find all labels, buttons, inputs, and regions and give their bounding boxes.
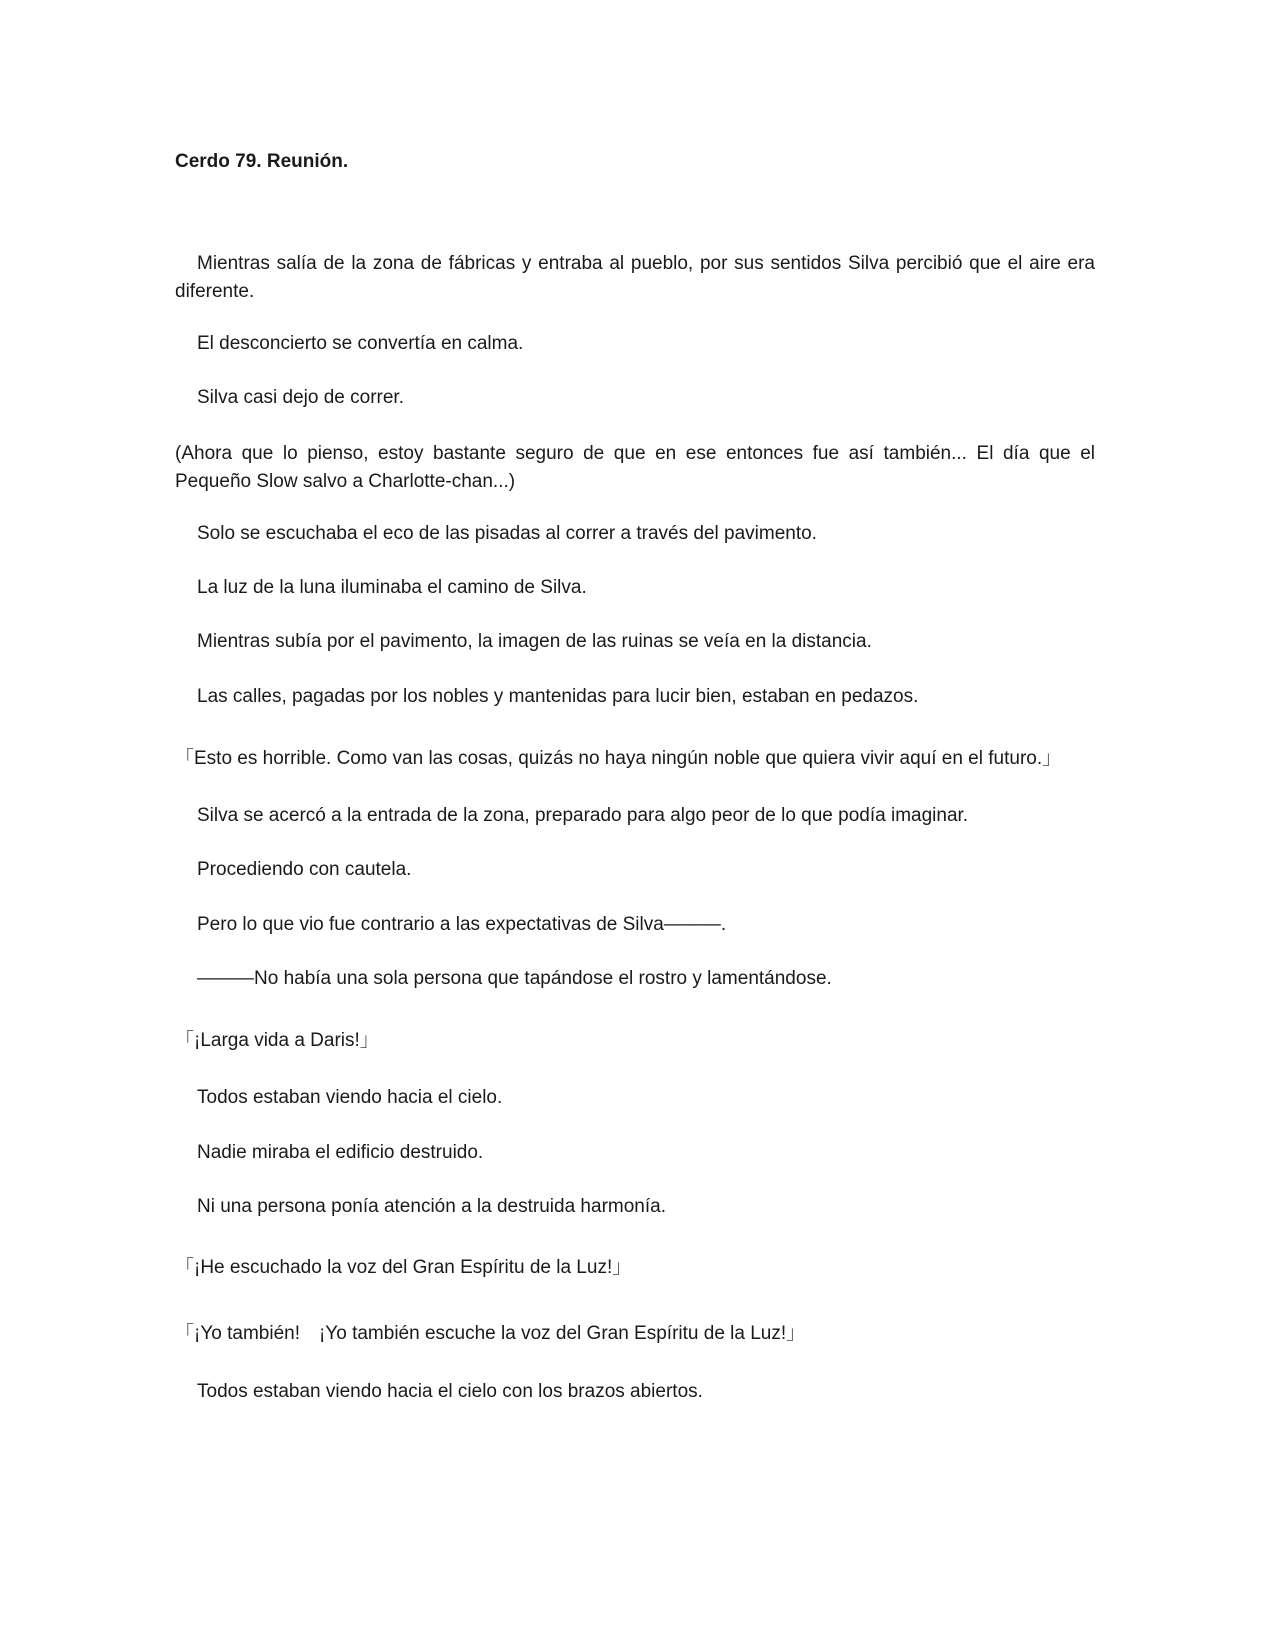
paragraph: Ni una persona ponía atención a la destruida harmonía. [197,1196,666,1217]
dialogue-line: 「¡Yo también! ¡Yo también escuche la voz del Gran Espíritu de la Luz!」 [175,1323,806,1344]
paragraph: Nadie miraba el edificio destruido. [197,1142,484,1163]
paragraph: Todos estaban viendo hacia el cielo. [197,1087,503,1108]
paragraph: Las calles, pagadas por los nobles y mantenidas para lucir bien, estaban en pedazos. [197,686,919,707]
paragraph: Procediendo con cautela. [197,859,412,880]
dialogue-line: 「Esto es horrible. Como van las cosas, quizás no haya ningún noble que quiera vivir aquí en el futuro.」 [175,748,1062,769]
chapter-title: Cerdo 79. Reunión. [175,151,349,172]
thought-paragraph: (Ahora que lo pienso, estoy bastante seguro de que en ese entonces fue así también... El día que el Pequeño Slow salvo a Charlotte-chan...) [175,443,1095,492]
paragraph: Pero lo que vio fue contrario a las expectativas de Silva———. [197,914,727,935]
paragraph: Solo se escuchaba el eco de las pisadas al correr a través del pavimento. [197,523,817,544]
paragraph: ———No había una sola persona que tapándose el rostro y lamentándose. [197,968,832,989]
paragraph: Silva se acercó a la entrada de la zona, preparado para algo peor de lo que podía imaginar. [197,805,969,826]
paragraph: La luz de la luna iluminaba el camino de Silva. [197,577,587,598]
paragraph: El desconcierto se convertía en calma. [197,333,524,354]
paragraph: Todos estaban viendo hacia el cielo con los brazos abiertos. [197,1381,703,1402]
dialogue-line: 「¡He escuchado la voz del Gran Espíritu de la Luz!」 [175,1257,632,1278]
paragraph: Mientras salía de la zona de fábricas y entraba al pueblo, por sus sentidos Silva percibió que el aire era diferente. [175,253,1095,302]
dialogue-line: 「¡Larga vida a Daris!」 [175,1030,379,1051]
paragraph: Mientras subía por el pavimento, la imagen de las ruinas se veía en la distancia. [197,631,872,652]
paragraph: Silva casi dejo de correr. [197,387,404,408]
